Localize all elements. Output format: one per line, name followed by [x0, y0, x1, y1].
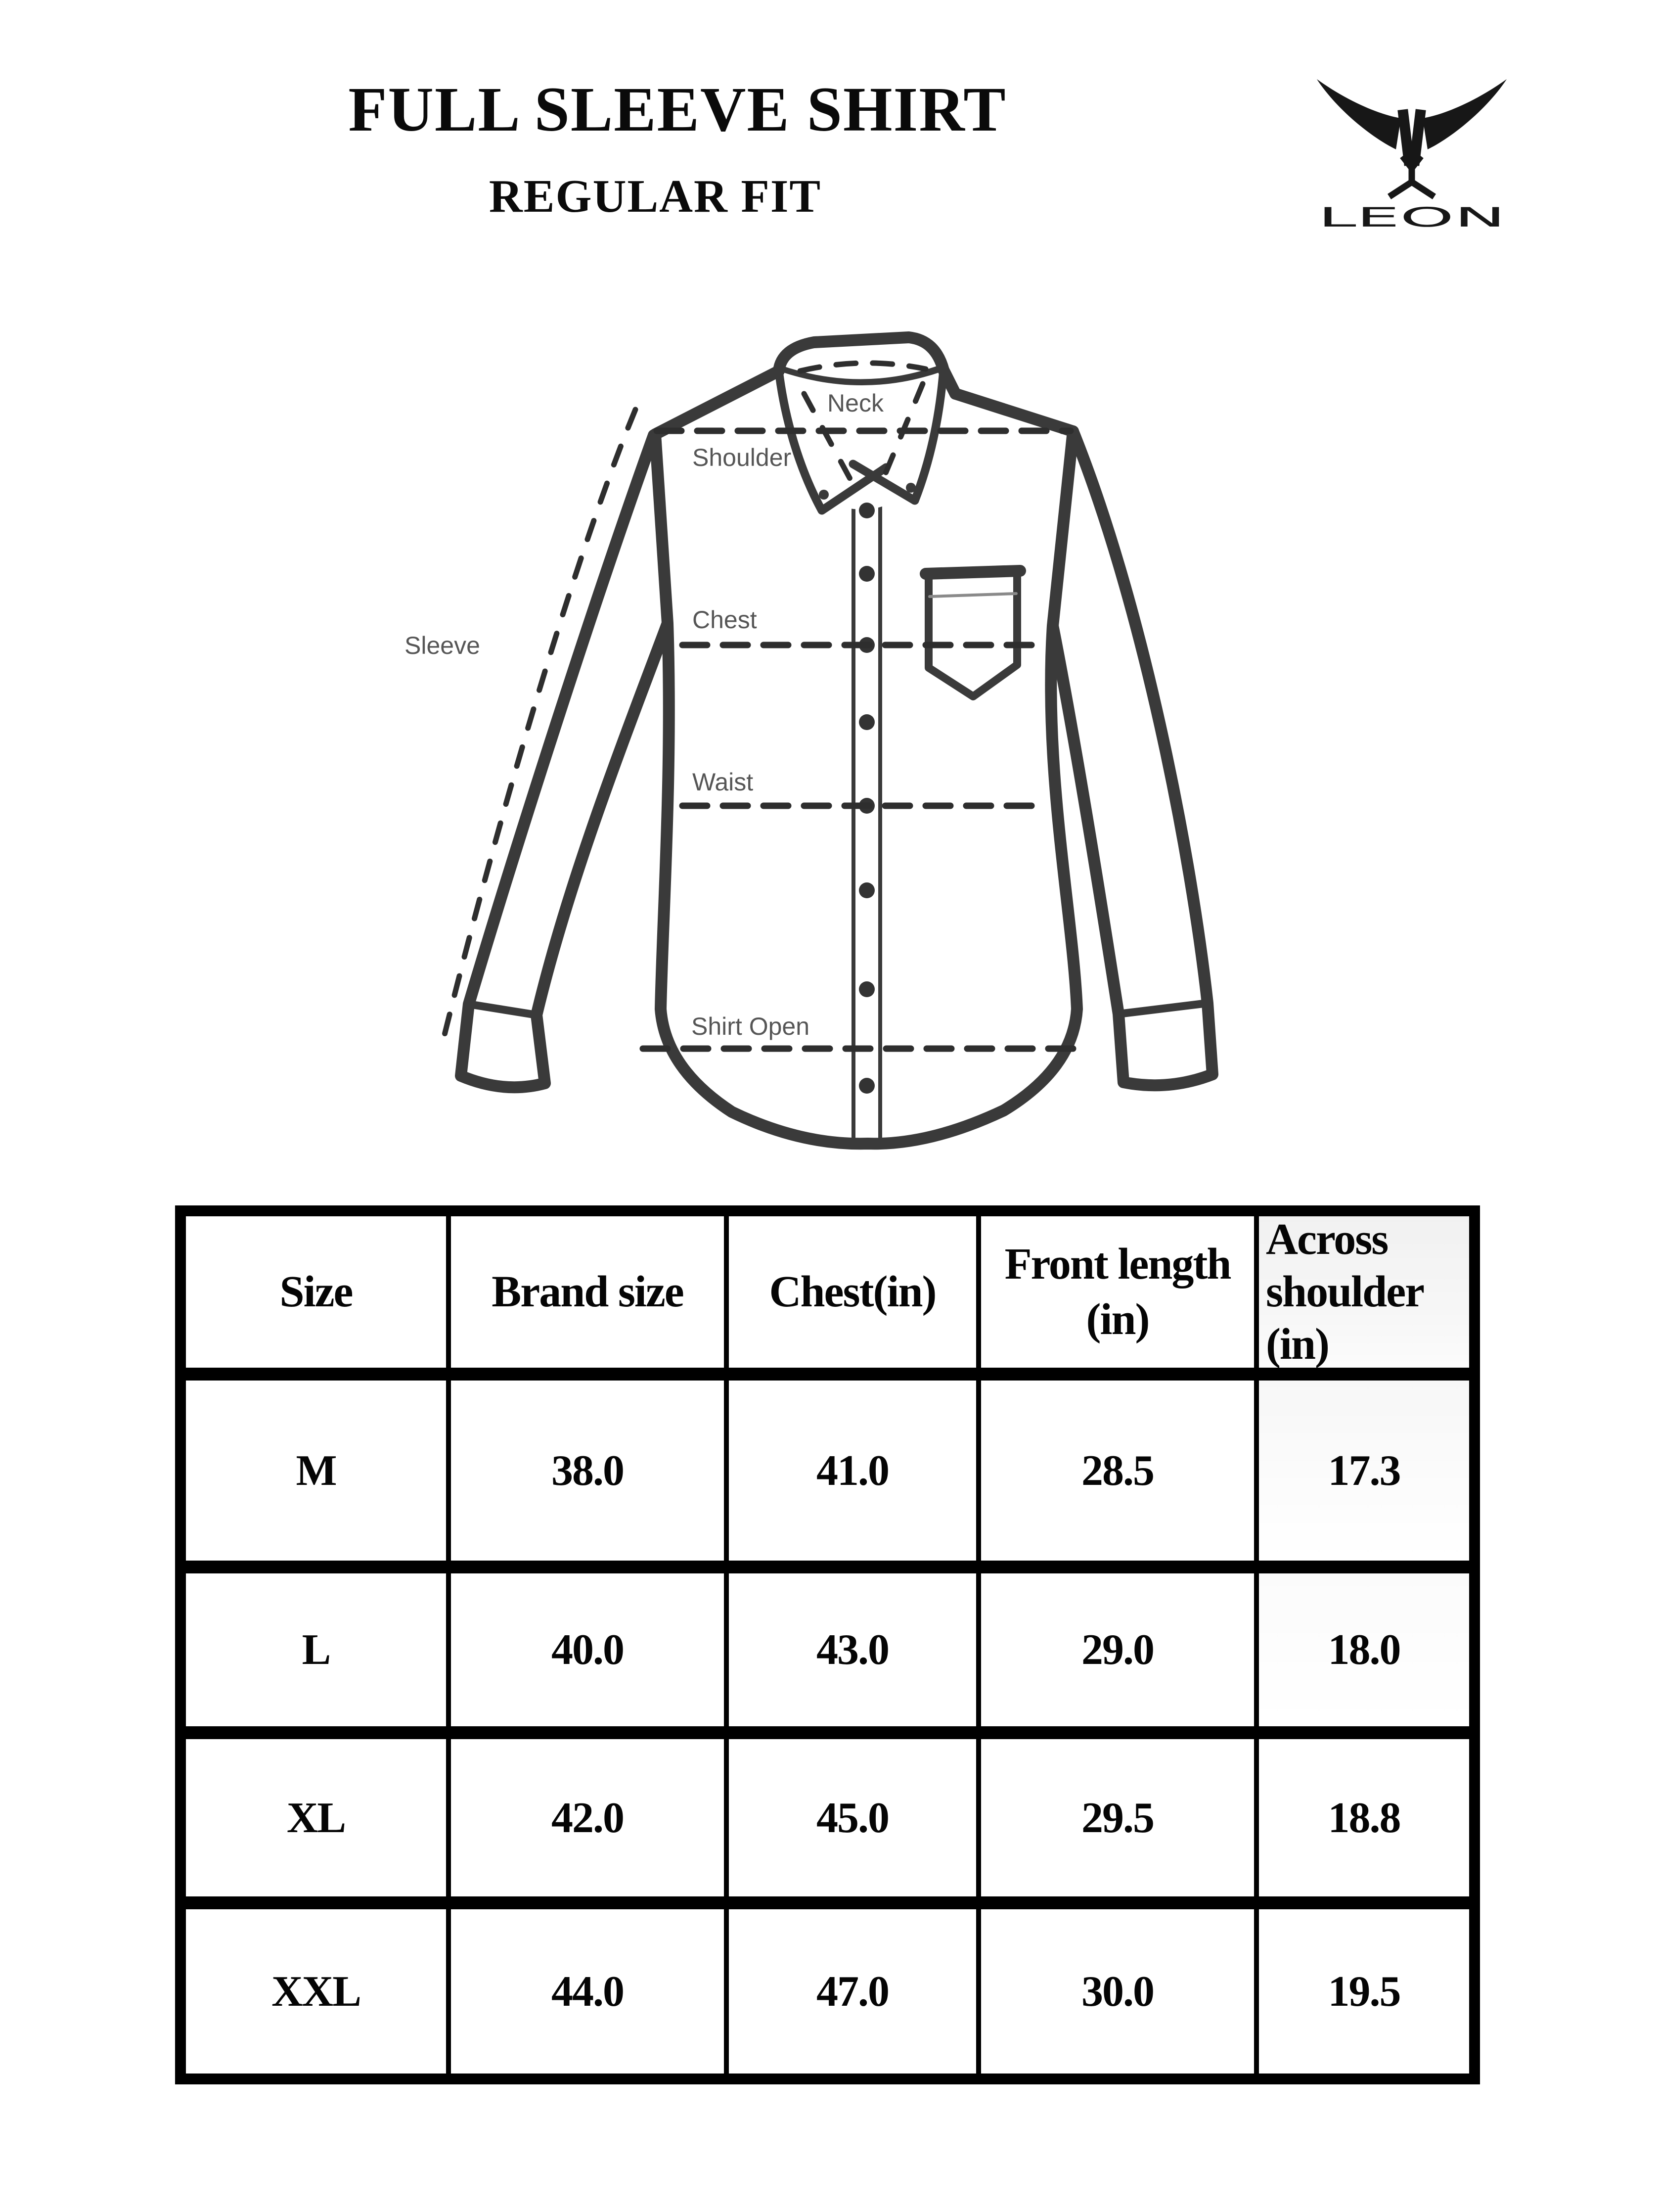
cell-L-size: L [186, 1573, 451, 1739]
cell-M-chest: 41.0 [729, 1381, 981, 1573]
page-title: FULL SLEEVE SHIRT [348, 74, 1007, 144]
header-cell-brand-size: Brand size [451, 1216, 729, 1381]
brand-logo [1303, 69, 1521, 232]
label-shirt-open: Shirt Open [691, 1013, 810, 1040]
brand-wordmark: LEON [1318, 202, 1506, 232]
cell-XL-brand_size: 42.0 [451, 1739, 729, 1909]
cell-L-chest: 43.0 [729, 1573, 981, 1739]
page-subtitle: REGULAR FIT [489, 171, 822, 222]
cell-XXL-size: XXL [186, 1909, 451, 2074]
header-cell-chest: Chest(in) [729, 1216, 981, 1381]
collar-button-right [906, 483, 916, 493]
label-shoulder: Shoulder [692, 444, 792, 471]
size-chart-table [175, 1205, 1480, 2084]
chest-pocket-top [926, 571, 1020, 574]
label-chest: Chest [692, 606, 757, 634]
collar-button-left [819, 490, 829, 500]
chest-pocket [929, 571, 1017, 696]
cell-L-brand_size: 40.0 [451, 1573, 729, 1739]
lion-face-logo-icon [1317, 79, 1507, 149]
cell-XL-size: XL [186, 1739, 451, 1909]
label-sleeve: Sleeve [404, 632, 480, 659]
neck-dash-line [800, 363, 926, 371]
cell-XXL-brand_size: 44.0 [451, 1909, 729, 2074]
cell-M-size: M [186, 1381, 451, 1573]
cell-M-front_length: 28.5 [981, 1381, 1259, 1573]
cell-XL-across_shoulder: 18.8 [1259, 1739, 1469, 1909]
label-neck: Neck [827, 389, 884, 417]
cell-XL-chest: 45.0 [729, 1739, 981, 1909]
size-chart-grid [186, 1216, 1469, 2074]
cell-XL-front_length: 29.5 [981, 1739, 1259, 1909]
header-cell-size: Size [186, 1216, 451, 1381]
header-cell-front-length: Front length (in) [981, 1216, 1259, 1381]
left-sleeve [461, 435, 668, 1087]
label-waist: Waist [692, 768, 754, 796]
header-cell-across-shoulder: Across shoulder (in) [1259, 1216, 1469, 1381]
cell-XXL-front_length: 30.0 [981, 1909, 1259, 2074]
shirt-diagram [386, 297, 1325, 1162]
cell-L-across_shoulder: 18.0 [1259, 1573, 1469, 1739]
cell-L-front_length: 29.0 [981, 1573, 1259, 1739]
cell-M-across_shoulder: 17.3 [1259, 1381, 1469, 1573]
cell-XXL-chest: 47.0 [729, 1909, 981, 2074]
cell-M-brand_size: 38.0 [451, 1381, 729, 1573]
cell-XXL-across_shoulder: 19.5 [1259, 1909, 1469, 2074]
